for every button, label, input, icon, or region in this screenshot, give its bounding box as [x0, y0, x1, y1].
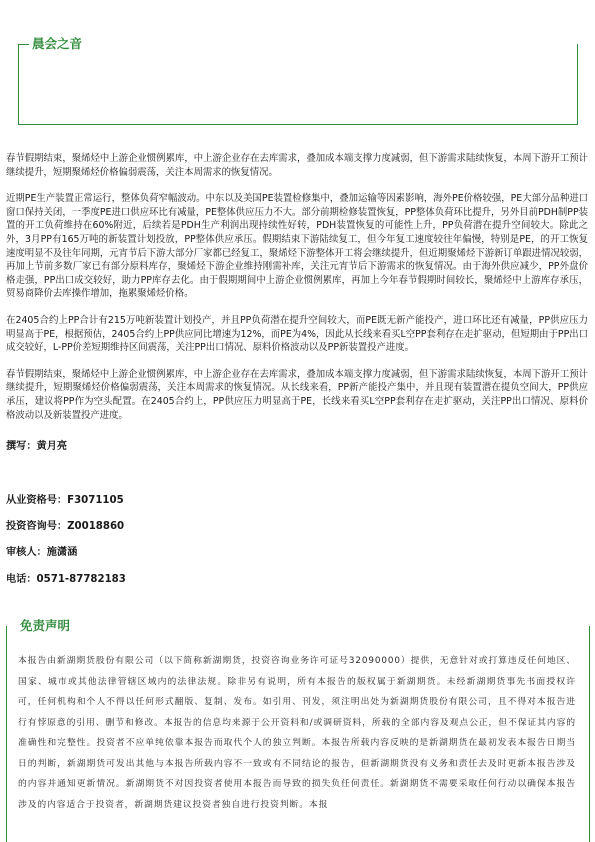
consult-line: 投资咨询号：Z0018860 [6, 521, 125, 532]
author-line: 撰写：黄月亮 [6, 441, 68, 452]
frame-top-accent [19, 44, 29, 45]
disclaimer-title: 免责声明 [20, 618, 71, 633]
qualification-line: 从业资格号：F3071105 [6, 495, 124, 506]
paragraph-2: 近期PE生产装置正常运行，整体负荷窄幅波动。中东以及美国PE装置检修集中，叠加运输等因素影响，海外PE价格较强，PE大部分品种进口窗口保持关闭，一季度PE进口供应环比有减量，PE整体供应压力不大。部分前期检修装置恢复，PP整体负荷环比提升，另外目前PDH制PP装置的开工负荷维持在60%附近，后续若是PDH生产利润出现持续性好转，PDH装置恢复的可能性上升，PP负荷潜在提升空间较大。除此之外，3月PP有165万吨的新装置计划投放，PP整体供应承压。假期结束下游陆续复工，但今年复工速度较往年偏慢，特别是PE，的开工恢复速度明显不及往年同期，元宵节后下游大部分厂家都已经复工，聚烯烃下游整体开工将会继续提升，但近期聚烯烃下游新订单跟进情况较弱，再加上节前多数厂家已有部分原料库存，聚烯烃下游企业维持刚需补库，关注元宵节后下游需求的恢复情况。由于海外供应减少，PP外盘价格走强，PP出口成交较好，助力PP库存去化。由于假期期间中上游企业惯例累库，再加上今年春节假期时间较长，聚烯烃中上游库存承压，贸易商降价去库操作增加，拖累聚烯烃价格。 [6, 193, 588, 300]
section-title: 晨会之音 [32, 36, 83, 51]
paragraph-3: 在2405合约上PP合计有215万吨新装置计划投产，并且PP负荷潜在提升空间较大，而PE既无新产能投产，进口环比还有减量，PP供应压力明显高于PE，根据预估，2405合约上PP供应同比增速为12%，而PE为4%，因此从长线来看买L空PP套利存在走扩驱动，但短期由于PP出口成交较好，L-PP价差短期维持区间震荡，关注PP出口情况、原料价格波动以及PP新装置投产进度。 [6, 314, 588, 354]
section-frame [18, 44, 578, 125]
reviewer-line: 审核人：施潇涵 [6, 547, 78, 558]
paragraph-4: 春节假期结束，聚烯烃中上游企业惯例累库，中上游企业存在去库需求，叠加成本端支撑力度减弱，但下游需求陆续恢复，本周下游开工预计继续提升，短期聚烯烃价格偏弱震荡，关注本周需求的恢复情况。从长线来看，PP新产能投产集中，并且现有装置潜在提负空间大，PP供应承压，建议将PP作为空头配置。在2405合约上，PP供应压力明显高于PE，长线来看买L空PP套利存在走扩驱动，关注PP出口情况、原料价格波动以及新装置投产进度。 [6, 368, 588, 421]
disclaimer-text: 本报告由新湖期货股份有限公司（以下简称新湖期货，投资咨询业务许可证号32090000）提供，无意针对或打算违反任何地区、国家、城市或其他法律管辖区域内的法律法规。除非另有说明，所有本报告的版权属于新湖期货。未经新湖期货事先书面授权许可，任何机构和个人不得以任何形式翻版、复制、发布。如引用、刊发，须注明出处为新湖期货股份有限公司，且不得对本报告进行有悖原意的引用、删节和修改。本报告的信息均来源于公开资料和/或调研资料，所载的全部内容及观点公正，但不保证其内容的准确性和完整性。投资者不应单纯依靠本报告而取代个人的独立判断。本报告所载内容反映的是新湖期货在最初发表本报告日期当日的判断，新湖期货可发出其他与本报告所载内容不一致或有不同结论的报告，但新湖期货没有义务和责任去及时更新本报告涉及的内容并通知更新情况。新湖期货不对因投资者使用本报告而导致的损失负任何责任。新湖期货不需要采取任何行动以确保本报告涉及的内容适合于投资者，新湖期货建议投资者独自进行投资判断。本报 [18, 656, 576, 810]
paragraph-1: 春节假期结束，聚烯烃中上游企业惯例累库，中上游企业存在去库需求，叠加成本端支撑力度减弱，但下游需求陆续恢复，本周下游开工预计继续提升，短期聚烯烃价格偏弱震荡，关注本周需求的恢复情况。 [6, 153, 588, 178]
report-body [6, 152, 588, 435]
phone-line: 电话：0571-87782183 [6, 574, 126, 585]
